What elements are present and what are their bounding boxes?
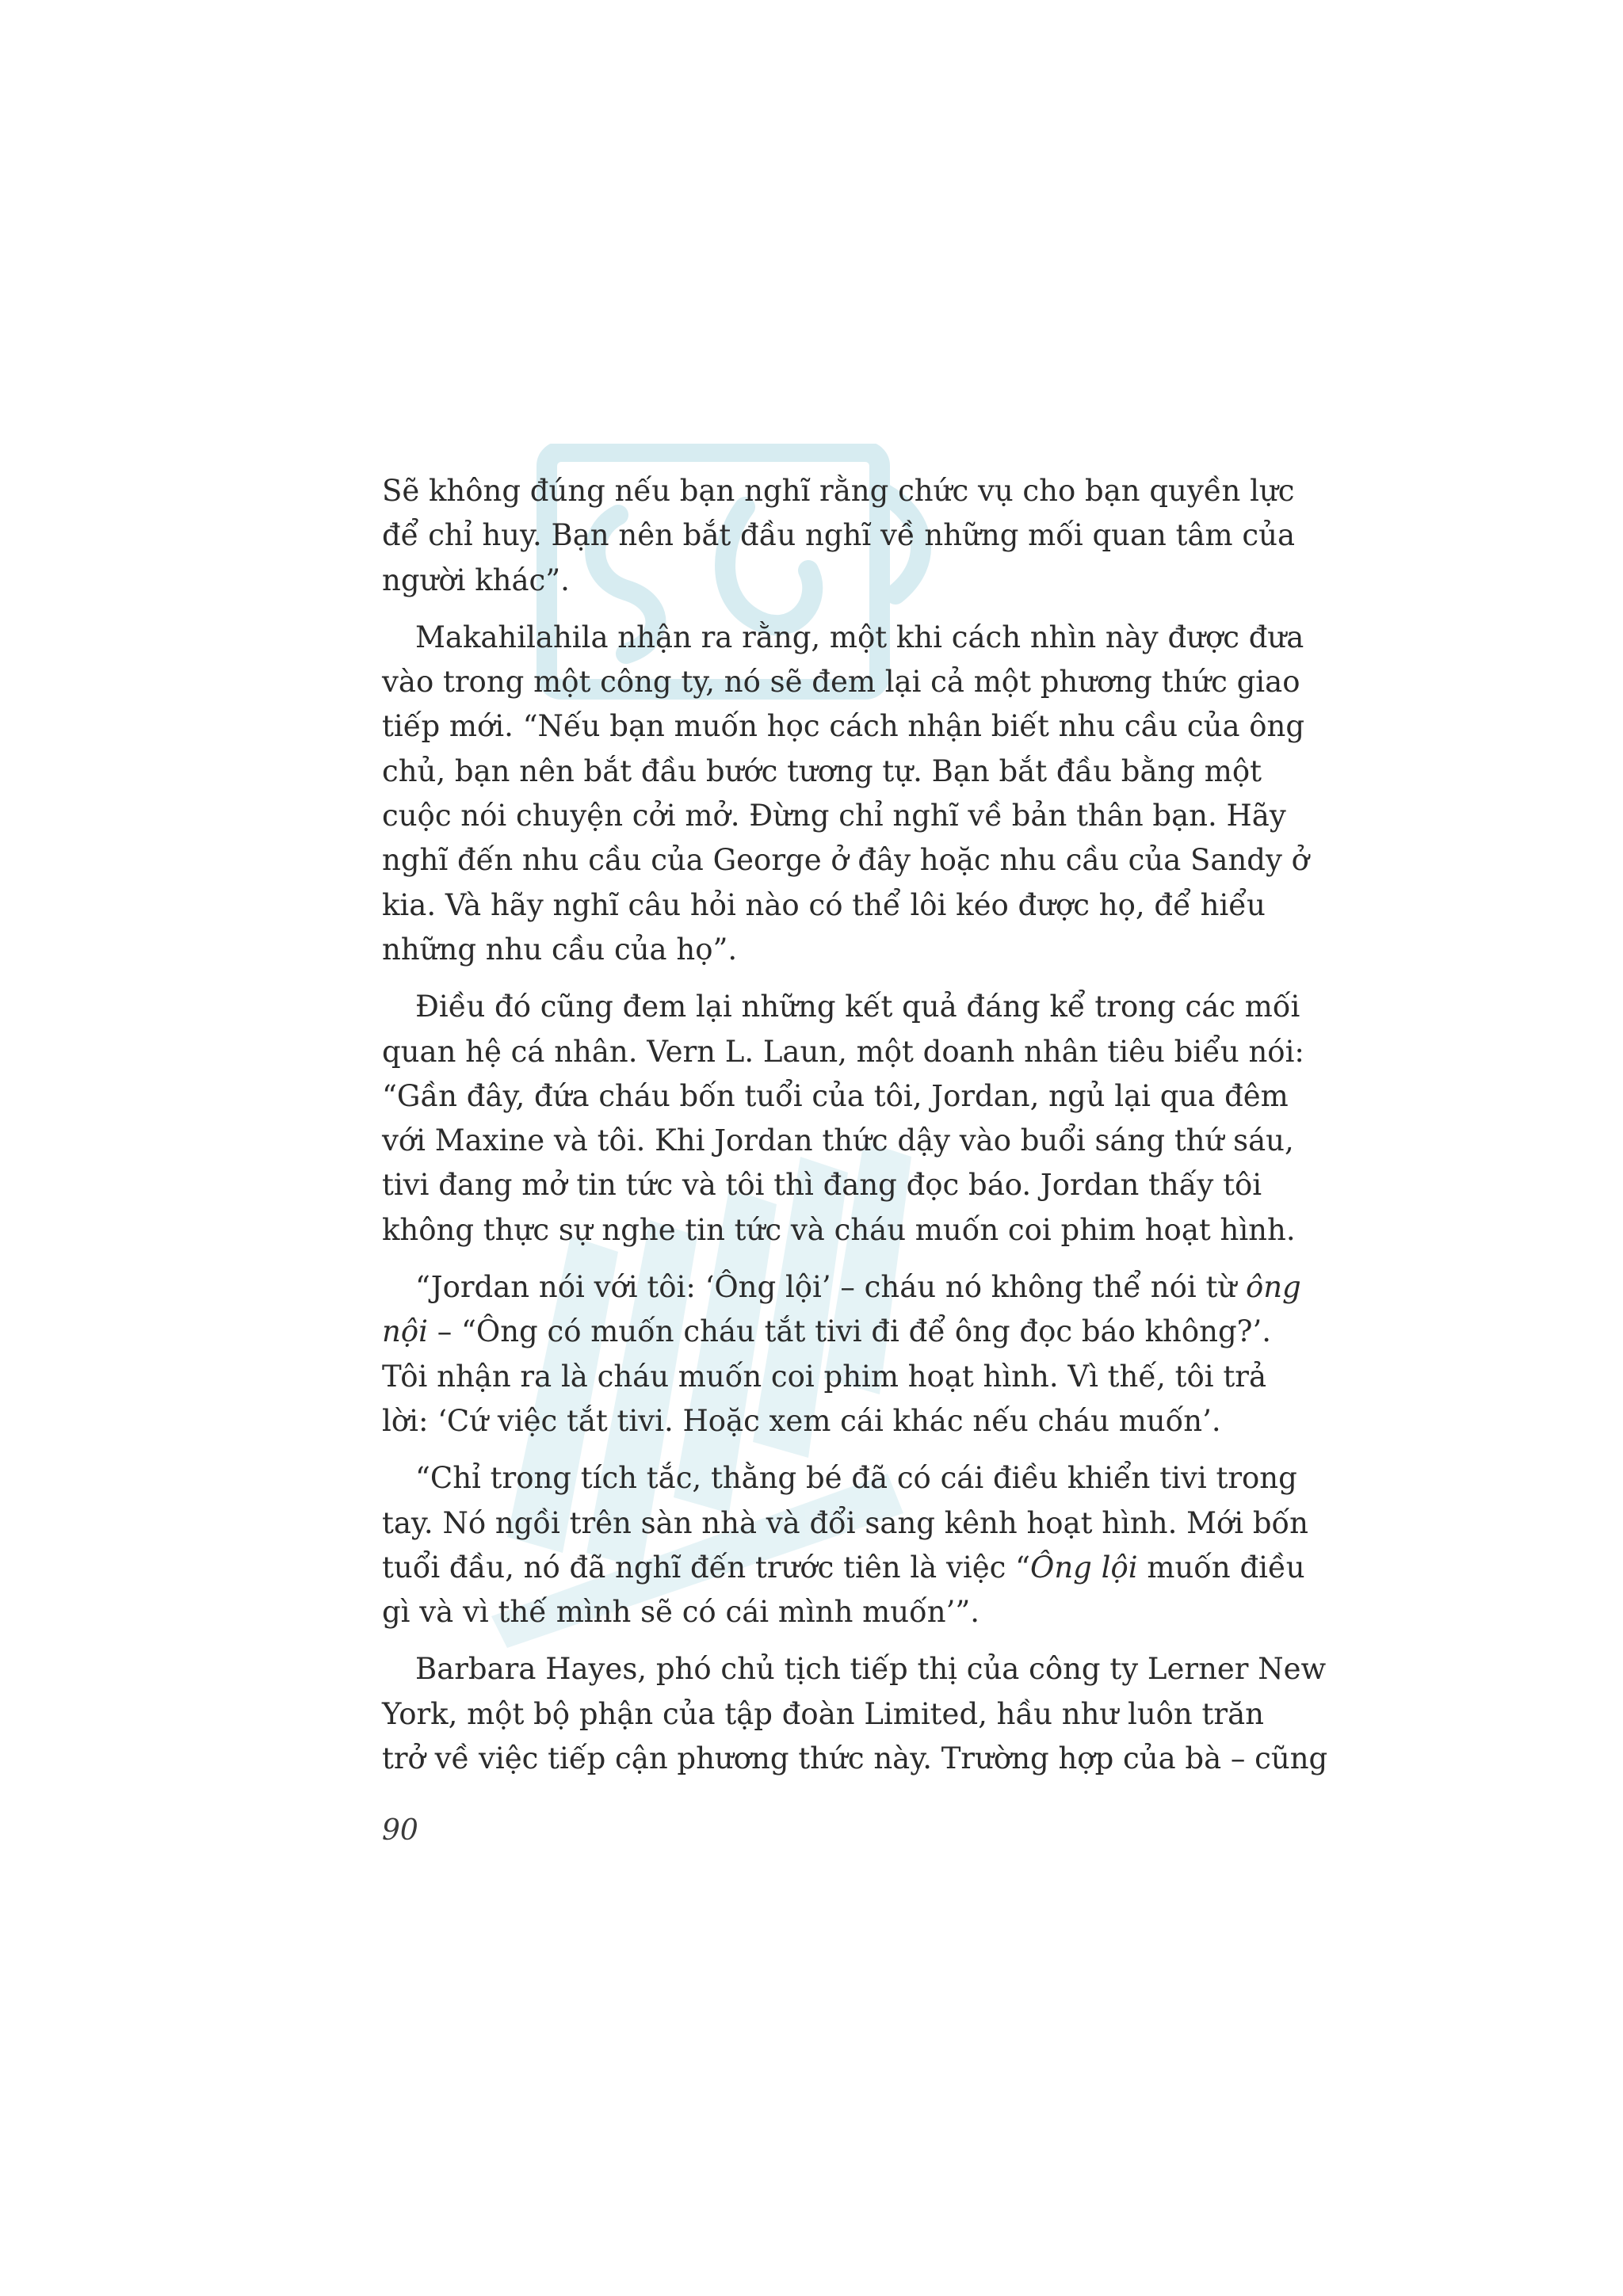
page-number: 90 [382,1814,418,1847]
paragraph [382,1647,1328,1781]
text-line: tiếp mới. “Nếu bạn muốn học cách nhận biết nhu cầu của ông [382,709,1305,744]
text-line: để chỉ huy. Bạn nên bắt đầu nghĩ về những mối quan tâm của [382,518,1296,553]
text-segment: – “Ông có muốn cháu tắt tivi đi để ông đọc báo không?’. [427,1314,1272,1349]
text-line: Sẽ không đúng nếu bạn nghĩ rằng chức vụ cho bạn quyền lực [382,474,1295,508]
italic-term: nội [382,1314,428,1349]
text-line: York, một bộ phận của tập đoàn Limited, hầu như luôn trăn [382,1696,1264,1731]
text-line: kia. Và hãy nghĩ câu hỏi nào có thể lôi kéo được họ, để hiểu [382,887,1266,922]
text-line: không thực sự nghe tin tức và cháu muốn coi phim hoạt hình. [382,1212,1296,1247]
text-line: Điều đó cũng đem lại những kết quả đáng kể trong các mối [415,990,1300,1024]
text-line: nghĩ đến nhu cầu của George ở đây hoặc nhu cầu của Sandy ở [382,843,1309,878]
text-line: những nhu cầu của họ”. [382,932,738,967]
paragraph [382,469,1296,603]
text-line: Makahilahila nhận ra rằng, một khi cách nhìn này được đưa [415,620,1304,654]
text-line: gì và vì thế mình sẽ có cái mình muốn’”. [382,1595,980,1630]
text-line: với Maxine và tôi. Khi Jordan thức dậy vào buổi sáng thứ sáu, [382,1123,1294,1158]
body-text [382,469,1328,1794]
text-line [382,1546,1305,1590]
text-line: Tôi nhận ra là cháu muốn coi phim hoạt hình. Vì thế, tôi trả [382,1359,1267,1394]
text-line: “Chỉ trong tích tắc, thằng bé đã có cái điều khiển tivi trong [415,1461,1297,1496]
text-line [382,1265,1301,1310]
paragraph [382,985,1304,1253]
text-line: lời: ‘Cứ việc tắt tivi. Hoặc xem cái khác nếu cháu muốn’. [382,1403,1221,1438]
text-segment: muốn điều [1137,1550,1305,1585]
text-line: chủ, bạn nên bắt đầu bước tương tự. Bạn bắt đầu bằng một [382,753,1262,788]
paragraph [382,1456,1309,1634]
italic-term: Ông lội [1030,1550,1138,1585]
text-line: “Gần đây, đứa cháu bốn tuổi của tôi, Jordan, ngủ lại qua đêm [382,1078,1289,1113]
text-line: tivi đang mở tin tức và tôi thì đang đọc báo. Jordan thấy tôi [382,1168,1262,1203]
text-line: cuộc nói chuyện cởi mở. Đừng chỉ nghĩ về bản thân bạn. Hãy [382,799,1286,833]
text-line: người khác”. [382,563,570,597]
text-line: trở về việc tiếp cận phương thức này. Trường hợp của bà – cũng [382,1741,1328,1776]
paragraph [382,616,1309,972]
text-line: quan hệ cá nhân. Vern L. Laun, một doanh nhân tiêu biểu nói: [382,1034,1304,1069]
text-line: Barbara Hayes, phó chủ tịch tiếp thị của công ty Lerner New [415,1652,1327,1687]
text-segment: “Jordan nói với tôi: ‘Ông lội’ – cháu nó không thể nói từ [415,1270,1246,1305]
text-line: tay. Nó ngồi trên sàn nhà và đổi sang kênh hoạt hình. Mới bốn [382,1505,1309,1540]
text-line [382,1310,1272,1354]
text-segment: tuổi đầu, nó đã nghĩ đến trước tiên là việc “ [382,1550,1031,1585]
paragraph [382,1265,1301,1444]
italic-term: ông [1245,1270,1301,1305]
text-line: vào trong một công ty, nó sẽ đem lại cả một phương thức giao [382,665,1300,700]
